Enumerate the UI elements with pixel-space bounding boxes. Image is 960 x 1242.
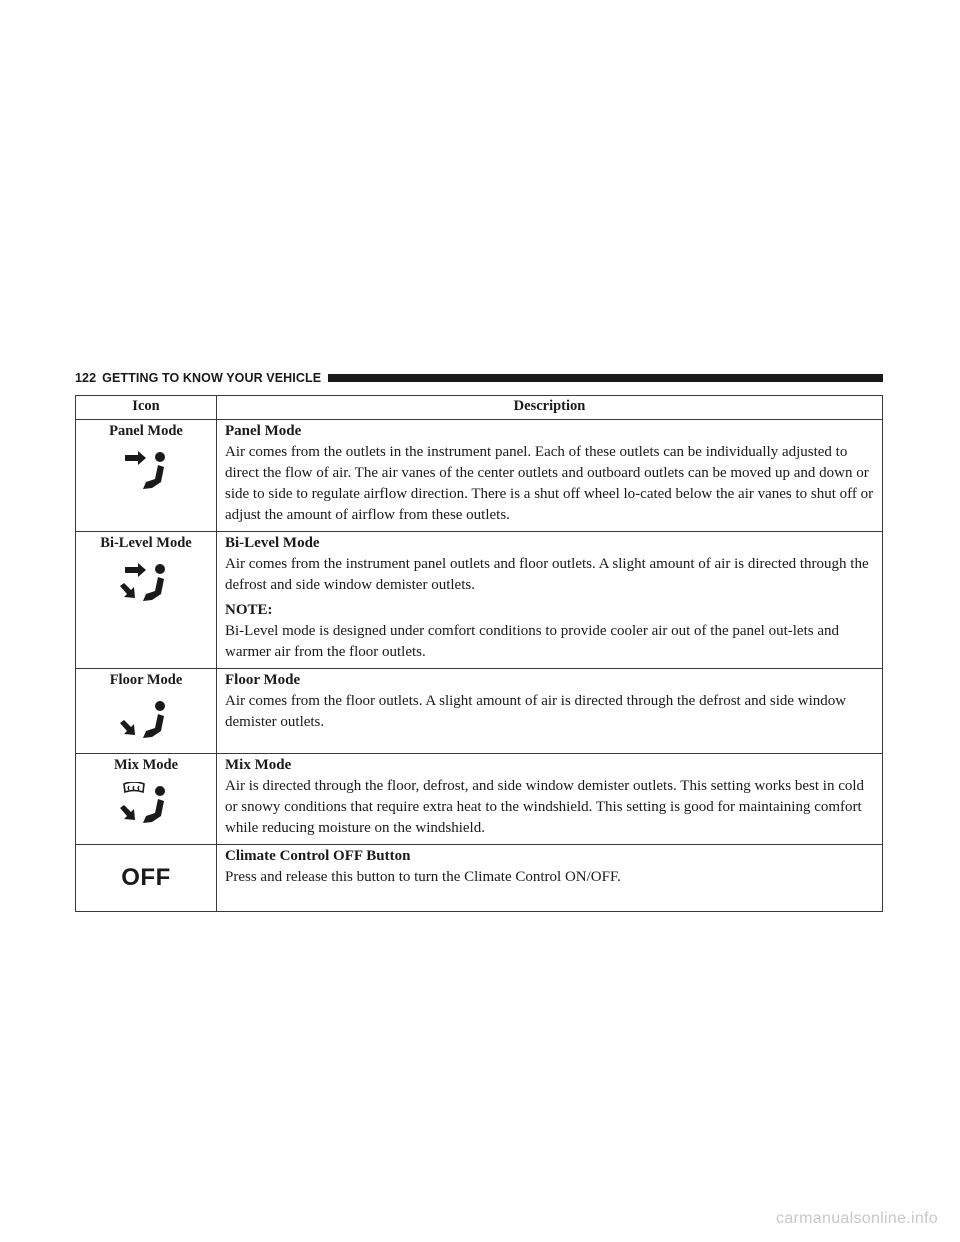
- description-cell: [217, 420, 883, 532]
- description-title: Bi-Level Mode: [225, 535, 320, 551]
- description-cell: [217, 669, 883, 754]
- icon-cell: [76, 669, 217, 754]
- description-title: Floor Mode: [225, 672, 301, 688]
- note-text: Bi-Level mode is designed under comfort conditions to provide cooler air out of the panel out-lets and warmer air from the floor outlets.: [225, 623, 840, 660]
- description-title: Climate Control OFF Button: [225, 848, 411, 864]
- floor-mode-icon: [118, 697, 174, 743]
- description-cell: [217, 754, 883, 845]
- note-label: NOTE:: [225, 602, 273, 618]
- mix-mode-icon: [118, 782, 174, 828]
- description-text: Air comes from the outlets in the instrument panel. Each of these outlets can be individually adjusted to direct the flow of air. The air vanes of the center outlets and outboard outlets can be moved up and down or side to side to regulate airflow direction. There is a shut off wheel lo-cated below the air vanes to shut off or adjust the amount of airflow from these outlets.: [225, 444, 874, 523]
- icon-label: Floor Mode: [109, 672, 183, 688]
- page-header: [75, 369, 883, 387]
- icon-cell: [76, 532, 217, 669]
- table-row-bi-level-mode: [76, 532, 883, 669]
- column-header-icon: Icon: [76, 396, 217, 420]
- page-number: 122: [75, 371, 97, 385]
- off-button-icon: OFF: [121, 864, 171, 891]
- panel-mode-icon: [118, 448, 174, 492]
- description-title: Mix Mode: [225, 757, 292, 773]
- climate-modes-table: [75, 395, 883, 912]
- icon-label: Bi-Level Mode: [100, 535, 192, 551]
- column-header-description: Description: [217, 396, 883, 420]
- description-text: Air is directed through the floor, defrost, and side window demister outlets. This setting works best in cold or snowy conditions that require extra heat to the windshield. This setting is good for maintaining comfort while reducing moisture on the windshield.: [225, 778, 865, 836]
- table-row-mix-mode: [76, 754, 883, 845]
- description-text: Air comes from the instrument panel outlets and floor outlets. A slight amount of air is directed through the defrost and side window demister outlets.: [225, 556, 869, 593]
- header-rule: [328, 374, 883, 382]
- description-cell: [217, 845, 883, 912]
- description-title: Panel Mode: [225, 423, 302, 439]
- icon-cell: [76, 845, 217, 912]
- table-row-off-button: [76, 845, 883, 912]
- icon-cell: [76, 420, 217, 532]
- icon-label: Panel Mode: [109, 423, 183, 439]
- table-header-row: [76, 396, 883, 420]
- table-row-floor-mode: [76, 669, 883, 754]
- table-row-panel-mode: [76, 420, 883, 532]
- watermark: carmanualsonline.info: [776, 1210, 938, 1227]
- icon-label: Mix Mode: [113, 757, 179, 773]
- section-title: GETTING TO KNOW YOUR VEHICLE: [102, 371, 322, 385]
- description-text: Press and release this button to turn the Climate Control ON/OFF.: [225, 869, 621, 885]
- bi-level-mode-icon: [118, 560, 174, 606]
- icon-cell: [76, 754, 217, 845]
- description-text: Air comes from the floor outlets. A slight amount of air is directed through the defrost and side window demister outlets.: [225, 693, 847, 730]
- description-cell: [217, 532, 883, 669]
